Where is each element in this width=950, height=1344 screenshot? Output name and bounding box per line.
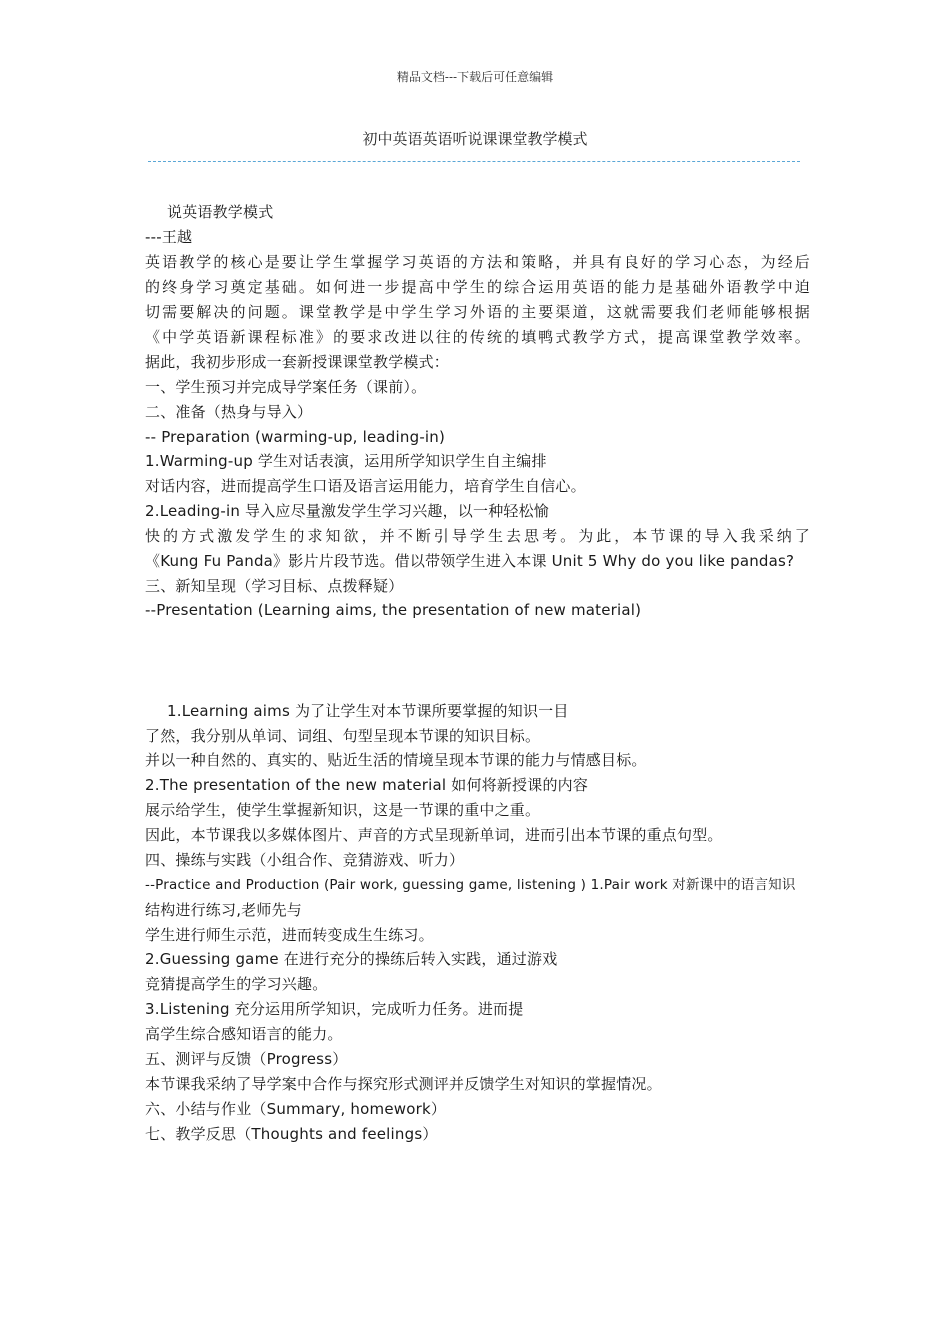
body-line: 并以一种自然的、真实的、贴近生活的情境呈现本节课的能力与情感目标。	[145, 751, 647, 769]
body-line: 快的方式激发学生的求知欲，并不断引导学生去思考。为此，本节课的导入我采纳了	[145, 527, 810, 545]
step-heading: 六、小结与作业（Summary, homework）	[145, 1100, 447, 1118]
body-line: 本节课我采纳了导学案中合作与探究形式测评并反馈学生对知识的掌握情况。	[145, 1075, 662, 1093]
body-line: 对话内容，进而提高学生口语及语言运用能力，培育学生自信心。	[145, 477, 586, 495]
body-line: 2.Guessing game 在进行充分的操练后转入实践，通过游戏	[145, 950, 558, 968]
body-line: 因此，本节课我以多媒体图片、声音的方式呈现新单词，进而引出本节课的重点句型。	[145, 826, 723, 844]
body-line: 《Kung Fu Panda》影片片段节选。借以带领学生进入本课 Unit 5 Why do you like pandas?	[145, 552, 795, 570]
step-subheading: --Practice and Production (Pair work, guessing game, listening ) 1.Pair work 对新课中的语言知识	[145, 877, 796, 893]
section-heading: 说英语教学模式	[167, 203, 274, 221]
body-line: 《中学英语新课程标准》的要求改进以往的传统的填鸭式教学方式，提高课堂教学效率。	[145, 328, 810, 346]
body-line: 结构进行练习,老师先与	[145, 901, 302, 919]
step-heading: 三、新知呈现（学习目标、点拨释疑）	[145, 577, 404, 595]
body-line: 3.Listening 充分运用所学知识，完成听力任务。进而提	[145, 1000, 524, 1018]
step-heading: 二、准备（热身与导入）	[145, 403, 313, 421]
step-heading: 七、教学反思（Thoughts and feelings）	[145, 1125, 438, 1143]
step-heading: 一、学生预习并完成导学案任务（课前）。	[145, 378, 427, 396]
body-line: 了然，我分别从单词、词组、句型呈现本节课的知识目标。	[145, 727, 541, 745]
step-subheading: --Presentation (Learning aims, the presentation of new material)	[145, 601, 642, 619]
body-line: 2.Leading-in 导入应尽量激发学生学习兴趣，以一种轻松愉	[145, 502, 549, 520]
body-line: 的终身学习奠定基础。如何进一步提高中学生的综合运用英语的能力是基础外语教学中迫	[145, 278, 810, 296]
step-heading: 四、操练与实践（小组合作、竞猜游戏、听力）	[145, 851, 465, 869]
header-note: 精品文档---下载后可任意编辑	[396, 70, 554, 84]
title-divider	[148, 161, 800, 162]
body-line: 英语教学的核心是要让学生掌握学习英语的方法和策略，并具有良好的学习心态，为经后	[145, 253, 810, 271]
body-line: 2.The presentation of the new material 如何将新授课的内容	[145, 776, 589, 794]
body-line: 1.Learning aims 为了让学生对本节课所要掌握的知识一目	[167, 702, 569, 720]
step-heading: 五、测评与反馈（Progress）	[145, 1050, 348, 1068]
body-line: 据此，我初步形成一套新授课课堂教学模式：	[145, 353, 450, 371]
body-line: 展示给学生，使学生掌握新知识，这是一节课的重中之重。	[145, 801, 541, 819]
body-line: 1.Warming-up 学生对话表演，运用所学知识学生自主编排	[145, 452, 547, 470]
body-line: 学生进行师生示范，进而转变成生生练习。	[145, 926, 434, 944]
step-subheading: -- Preparation (warming-up, leading-in)	[145, 428, 446, 446]
body-line: 切需要解决的问题。课堂教学是中学生学习外语的主要渠道，这就需要我们老师能够根据	[145, 303, 810, 321]
body-line: 竞猜提高学生的学习兴趣。	[145, 975, 328, 993]
author-line: ---王越	[145, 228, 193, 246]
document-title: 初中英语英语听说课课堂教学模式	[362, 130, 588, 148]
body-line: 高学生综合感知语言的能力。	[145, 1025, 343, 1043]
